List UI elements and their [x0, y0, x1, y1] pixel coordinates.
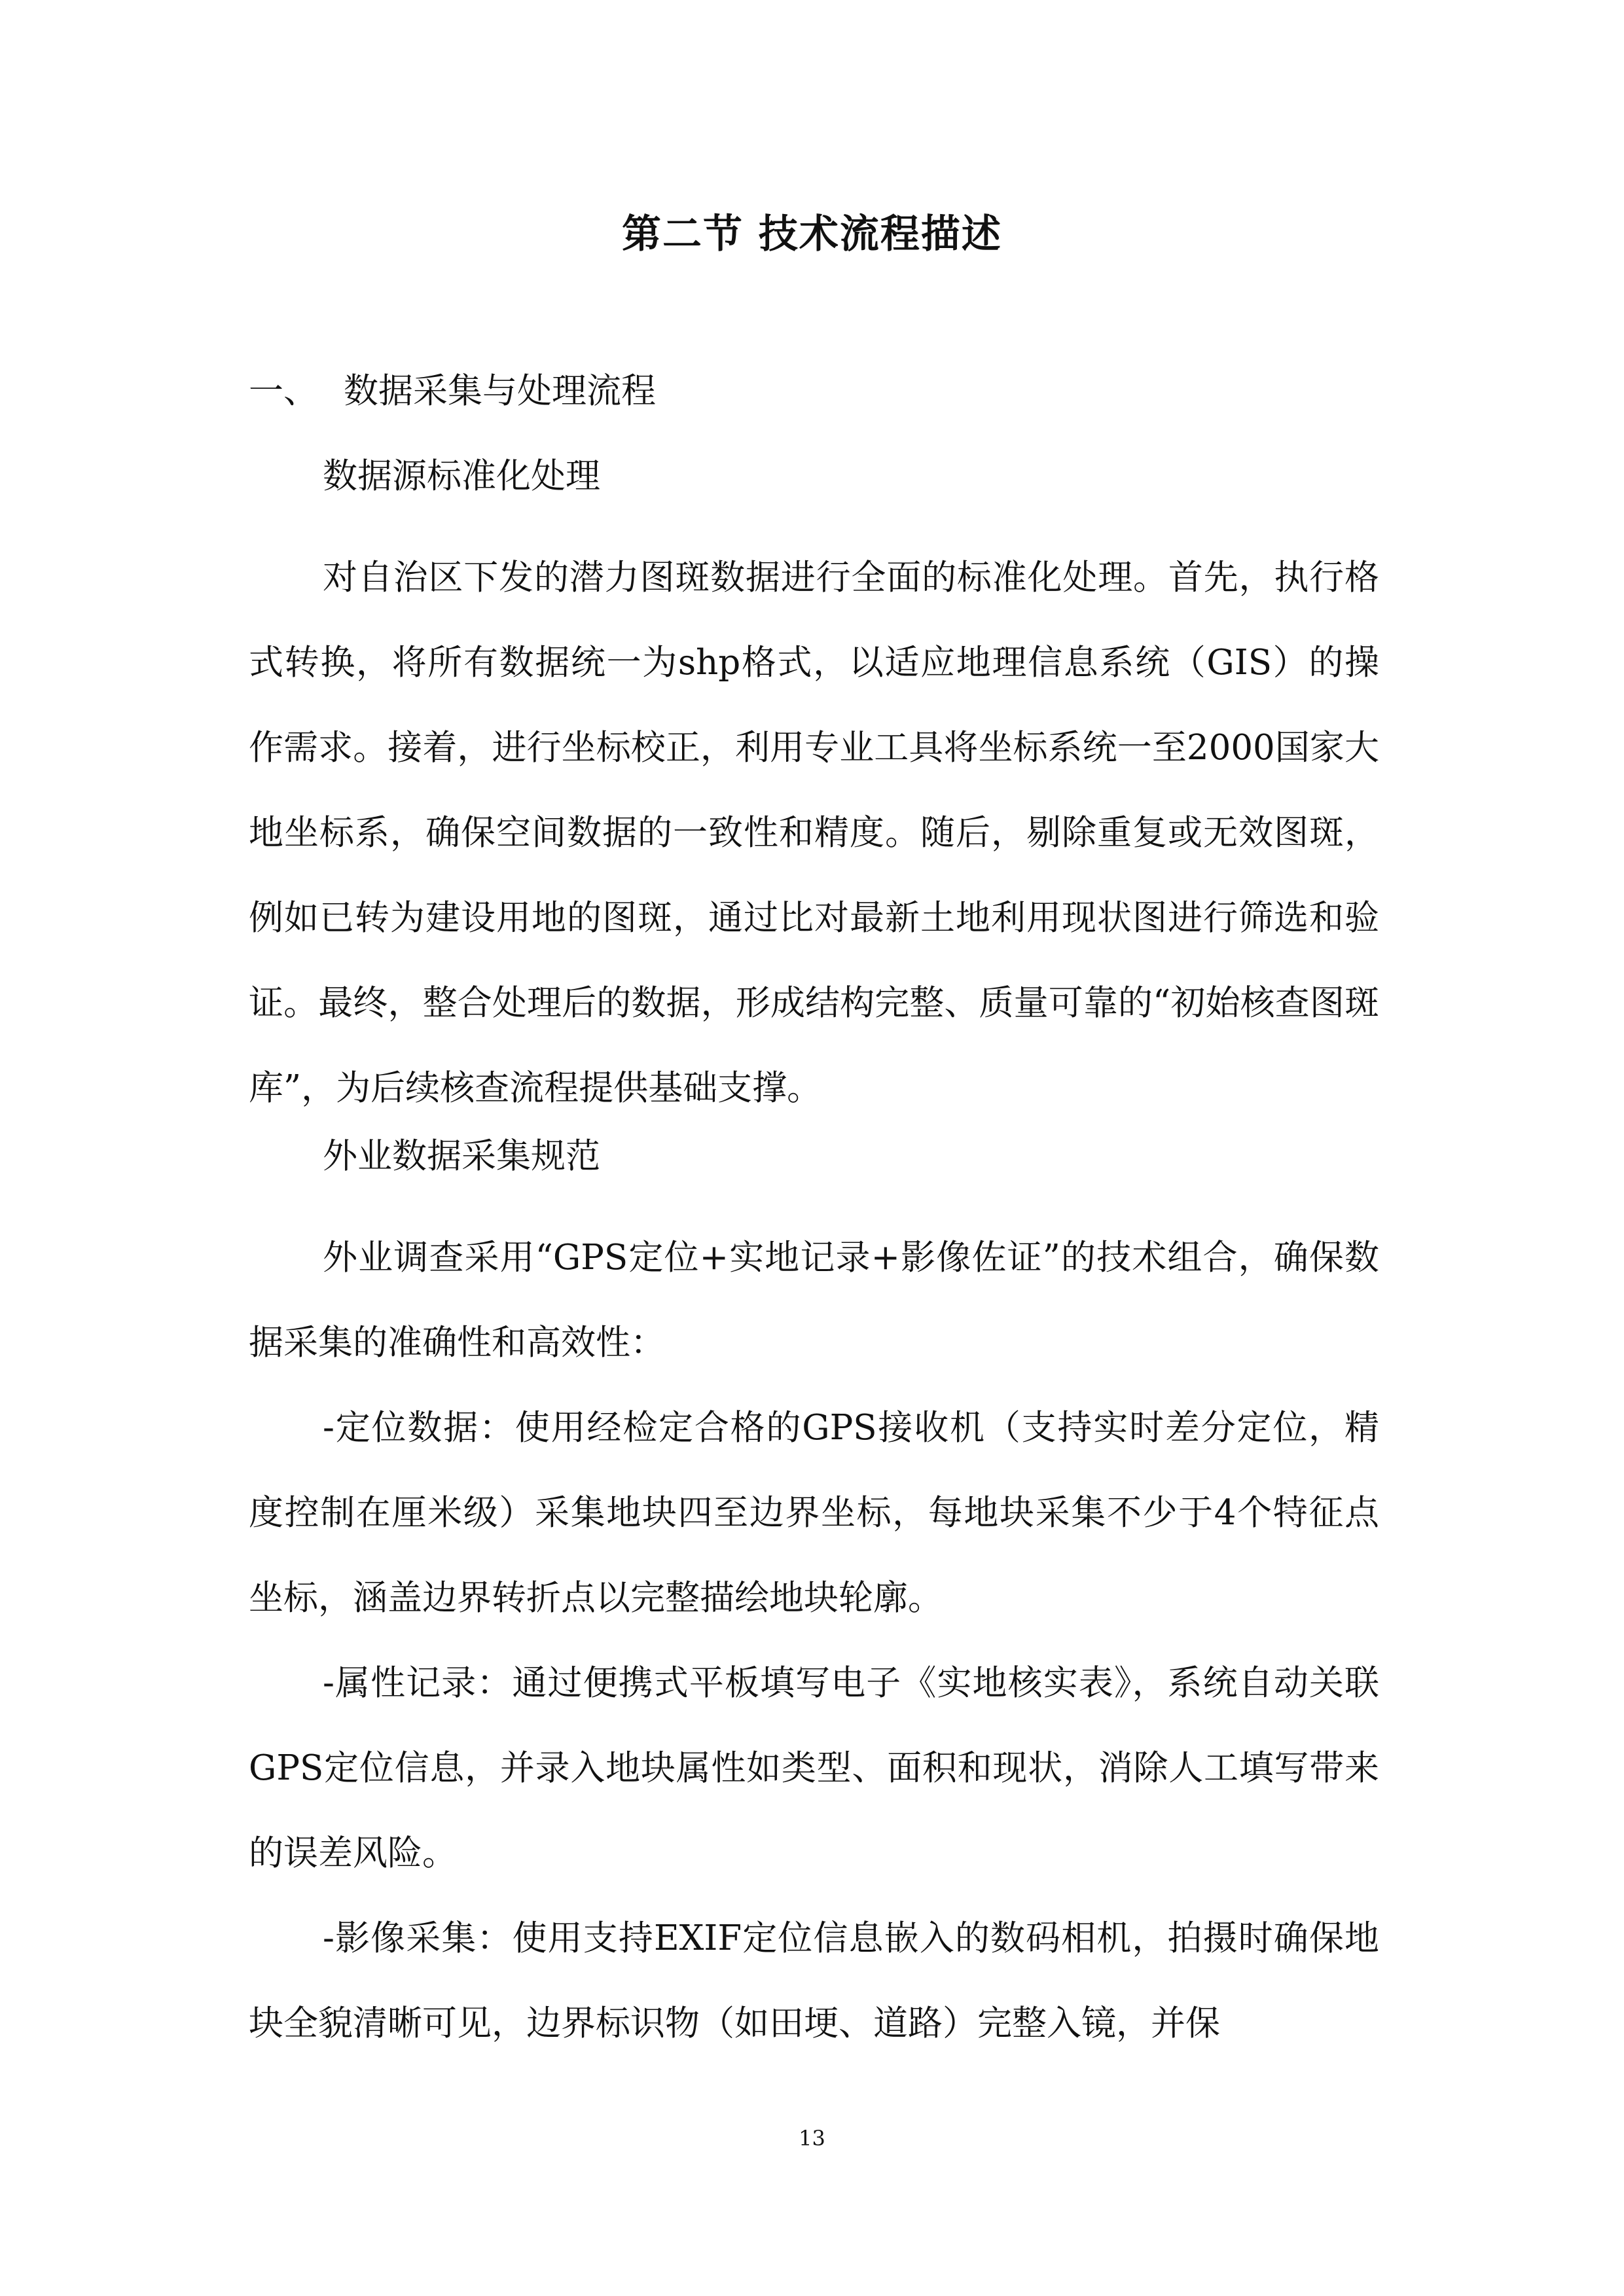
- subsection-heading-data-source: 数据源标准化处理: [323, 456, 600, 496]
- paragraph-image-collection: -影像采集：使用支持EXIF定位信息嵌入的数码相机，拍摄时确保地块全貌清晰可见，边界标识物（如田埂、道路）完整入镜，并保: [249, 1918, 1379, 2043]
- page-number: 13: [799, 2126, 825, 2151]
- paragraph-attribute-record: -属性记录：通过便携式平板填写电子《实地核实表》，系统自动关联GPS定位信息，并录入地块属性如类型、面积和现状，消除人工填写带来的误差风险。: [249, 1663, 1379, 1873]
- paragraph-field-intro: 外业调查采用“GPS定位+实地记录+影像佐证”的技术组合，确保数据采集的准确性和高效性：: [249, 1238, 1379, 1363]
- subsection-heading-field-collection: 外业数据采集规范: [323, 1136, 600, 1176]
- section-heading: [249, 365, 656, 418]
- paragraph-positioning-data: -定位数据：使用经检定合格的GPS接收机（支持实时差分定位，精度控制在厘米级）采集地块四至边界坐标，每地块采集不少于4个特征点坐标，涵盖边界转折点以完整描绘地块轮廓。: [249, 1408, 1379, 1618]
- section-heading-text: 数据采集与处理流程: [344, 371, 656, 411]
- page-title: 第二节 技术流程描述: [622, 211, 1002, 257]
- section-number: 一、: [249, 371, 318, 411]
- paragraph-data-standardization: 对自治区下发的潜力图斑数据进行全面的标准化处理。首先，执行格式转换，将所有数据统一为shp格式，以适应地理信息系统（GIS）的操作需求。接着，进行坐标校正，利用专业工具将坐标系统一至2000国家大地坐标系，确保空间数据的一致性和精度。随后，剔除重复或无效图斑，例如已转为建设用地的图斑，通过比对最新土地利用现状图进行筛选和验证。最终，整合处理后的数据，形成结构完整、质量可靠的“初始核查图斑库”，为后续核查流程提供基础支撑。: [249, 558, 1379, 1108]
